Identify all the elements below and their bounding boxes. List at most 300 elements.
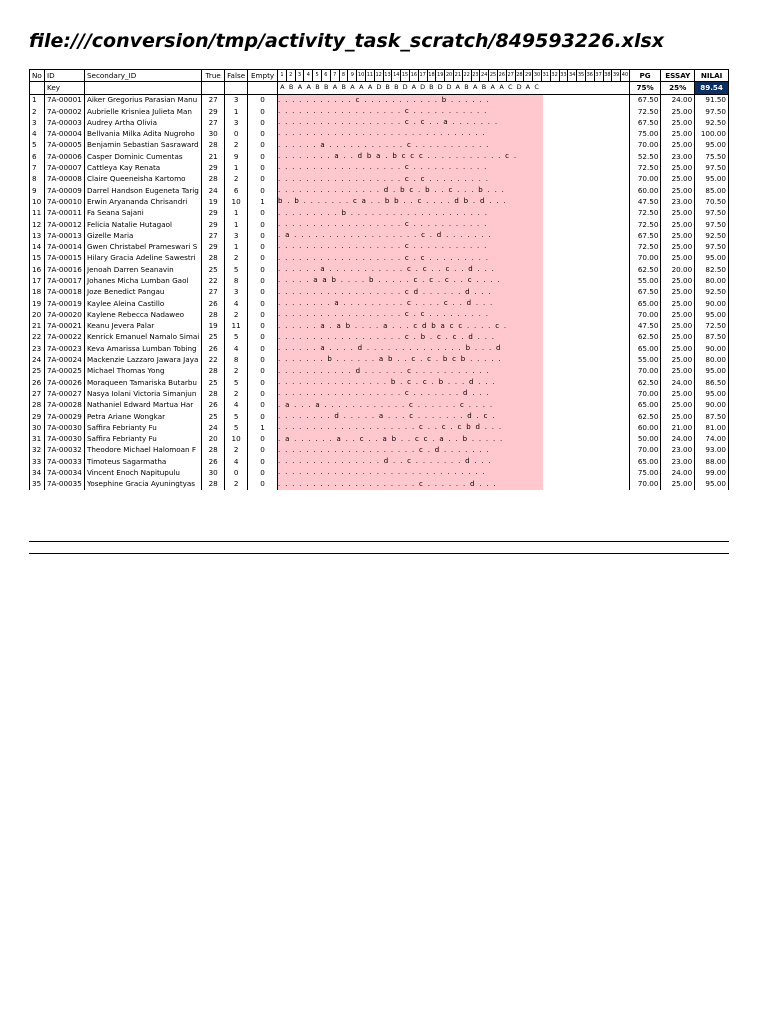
student-name: Kaylene Rebecca Nadaweo (84, 309, 201, 320)
question-number: 12 (374, 70, 383, 81)
essay-score: 25.00 (661, 106, 695, 117)
essay-score: 25.00 (661, 321, 695, 332)
student-id: 7A-00013 (44, 230, 84, 241)
table-row[interactable] (30, 208, 729, 219)
true-count: 28 (202, 388, 225, 399)
nilai-score: 97.50 (695, 219, 729, 230)
question-number: 20 (444, 70, 453, 81)
answer-cells: . . . . . . . . . . . . . . . . b . c . c . b . . . d . . . (278, 377, 543, 388)
true-count: 25 (202, 264, 225, 275)
nilai-score: 95.00 (695, 140, 729, 151)
table-row[interactable] (30, 185, 729, 196)
false-count: 3 (225, 287, 248, 298)
col-false-header: False (225, 70, 248, 82)
false-count: 6 (225, 185, 248, 196)
false-count: 2 (225, 140, 248, 151)
student-id: 7A-00008 (44, 174, 84, 185)
pg-score: 70.00 (629, 366, 661, 377)
footer-line-1 (29, 541, 729, 542)
false-count: 1 (225, 106, 248, 117)
student-id: 7A-00004 (44, 128, 84, 139)
row-number: 29 (30, 411, 45, 422)
question-number: 33 (559, 70, 568, 81)
row-number: 15 (30, 253, 45, 264)
question-number: 3 (295, 70, 304, 81)
row-number: 12 (30, 219, 45, 230)
key-answer: A (455, 83, 460, 92)
answer-cells: . . . . . . . . a . . . . . . . . . c . . . . c . . d . . . (278, 298, 543, 309)
false-count: 4 (225, 343, 248, 354)
pg-score: 62.50 (629, 332, 661, 343)
table-row[interactable] (30, 309, 729, 320)
student-id: 7A-00017 (44, 275, 84, 286)
nilai-score: 80.00 (695, 275, 729, 286)
student-id: 7A-00006 (44, 151, 84, 162)
question-number: 9 (347, 70, 356, 81)
essay-score: 25.00 (661, 219, 695, 230)
key-answer: A (280, 83, 285, 92)
false-count: 1 (225, 162, 248, 173)
key-answer: A (350, 83, 355, 92)
essay-score: 25.00 (661, 411, 695, 422)
nilai-score: 81.00 (695, 422, 729, 433)
key-label: Key (44, 82, 84, 94)
table-row[interactable] (30, 241, 729, 252)
student-id: 7A-00018 (44, 287, 84, 298)
student-answers (278, 264, 630, 275)
row-number: 32 (30, 445, 45, 456)
answer-cells: . . . . . . a . . . . d . . . . . . . . . . . . . . b . . . d (278, 343, 543, 354)
empty-count: 0 (248, 241, 278, 252)
false-count: 1 (225, 219, 248, 230)
nilai-score: 95.00 (695, 479, 729, 490)
student-id: 7A-00010 (44, 196, 84, 207)
table-row[interactable] (30, 422, 729, 433)
table-row[interactable] (30, 264, 729, 275)
row-number: 22 (30, 332, 45, 343)
key-answer: B (341, 83, 346, 92)
true-count: 28 (202, 140, 225, 151)
answer-cells: . . . . . . . . . . . . . . . d . . c . . . . . . . d . . . (278, 456, 543, 467)
table-row[interactable] (30, 445, 729, 456)
question-number: 34 (567, 70, 576, 81)
question-number: 25 (488, 70, 497, 81)
student-name: Nathaniel Edward Martua Har (84, 400, 201, 411)
key-answer: B (288, 83, 294, 92)
false-count: 5 (225, 411, 248, 422)
empty-count: 0 (248, 253, 278, 264)
essay-score: 25.00 (661, 208, 695, 219)
pg-score: 70.00 (629, 309, 661, 320)
essay-score: 24.00 (661, 94, 695, 106)
empty-count: 0 (248, 219, 278, 230)
nilai-score: 85.00 (695, 185, 729, 196)
nilai-score: 95.00 (695, 174, 729, 185)
empty-count: 0 (248, 321, 278, 332)
essay-score: 24.00 (661, 467, 695, 478)
answer-cells: . . . . . . . b . . . . . . a b . . c . c . b c b . . . . . (278, 354, 543, 365)
table-row[interactable] (30, 366, 729, 377)
table-row[interactable] (30, 162, 729, 173)
score-sheet (29, 69, 729, 490)
pg-score: 72.50 (629, 106, 661, 117)
nilai-score: 93.00 (695, 445, 729, 456)
pg-score: 65.00 (629, 456, 661, 467)
key-answer: A (359, 83, 364, 92)
false-count: 8 (225, 354, 248, 365)
table-row[interactable] (30, 479, 729, 490)
true-count: 28 (202, 366, 225, 377)
student-id: 7A-00027 (44, 388, 84, 399)
table-row[interactable] (30, 287, 729, 298)
answer-cells: . . . . . . . . . . . . . . . d . b c . b . . c . . . b . . . (278, 185, 543, 196)
pg-score: 70.00 (629, 479, 661, 490)
false-count: 5 (225, 264, 248, 275)
false-count: 5 (225, 332, 248, 343)
essay-score: 25.00 (661, 117, 695, 128)
question-number: 31 (541, 70, 550, 81)
essay-score: 25.00 (661, 275, 695, 286)
table-row[interactable] (30, 456, 729, 467)
false-count: 5 (225, 422, 248, 433)
row-number: 23 (30, 343, 45, 354)
essay-score: 25.00 (661, 185, 695, 196)
nilai-score: 100.00 (695, 128, 729, 139)
empty-count: 0 (248, 162, 278, 173)
question-number: 15 (400, 70, 409, 81)
essay-score: 25.00 (661, 479, 695, 490)
student-name: Keanu Jevera Palar (84, 321, 201, 332)
question-number: 13 (383, 70, 392, 81)
true-count: 29 (202, 219, 225, 230)
student-name: Felicia Natalie Hutagaol (84, 219, 201, 230)
nilai-score: 92.50 (695, 287, 729, 298)
student-answers (278, 106, 630, 117)
student-id: 7A-00019 (44, 298, 84, 309)
essay-score: 20.00 (661, 264, 695, 275)
empty-count: 0 (248, 117, 278, 128)
key-answer: D (446, 83, 452, 92)
student-name: Hilary Gracia Adeline Sawestri (84, 253, 201, 264)
table-row[interactable] (30, 151, 729, 162)
empty-count: 0 (248, 343, 278, 354)
key-row (30, 82, 729, 94)
nilai-score: 74.00 (695, 434, 729, 445)
table-row[interactable] (30, 332, 729, 343)
table-row[interactable] (30, 275, 729, 286)
table-row[interactable] (30, 377, 729, 388)
essay-score: 25.00 (661, 241, 695, 252)
question-number: 6 (321, 70, 330, 81)
student-name: Aubrielle Krisniea Julieta Man (84, 106, 201, 117)
pg-score: 55.00 (629, 354, 661, 365)
false-count: 8 (225, 275, 248, 286)
table-row[interactable] (30, 117, 729, 128)
false-count: 5 (225, 377, 248, 388)
pg-score: 70.00 (629, 140, 661, 151)
row-number: 17 (30, 275, 45, 286)
question-number: 28 (515, 70, 524, 81)
question-number: 23 (471, 70, 480, 81)
key-answer: A (306, 83, 311, 92)
student-name: Vincent Enoch Napitupulu (84, 467, 201, 478)
row-number: 25 (30, 366, 45, 377)
table-row[interactable] (30, 94, 729, 106)
empty-count: 0 (248, 377, 278, 388)
student-name: Cattleya Kay Renata (84, 162, 201, 173)
essay-score: 25.00 (661, 400, 695, 411)
table-row[interactable] (30, 174, 729, 185)
true-count: 25 (202, 377, 225, 388)
answer-cells: . . . . . . . . . . . . . . . . . . c d . . . . . . d . . . (278, 287, 543, 298)
row-number: 8 (30, 174, 45, 185)
empty-count: 0 (248, 354, 278, 365)
question-numbers (278, 70, 630, 82)
true-count: 25 (202, 332, 225, 343)
student-id: 7A-00020 (44, 309, 84, 320)
answer-cells: . . . . . . . . . . . . . . . . . . c . . . . . . . . . . . (278, 162, 543, 173)
student-name: Benjamin Sebastian Sasraward (84, 140, 201, 151)
false-count: 1 (225, 208, 248, 219)
student-name: Petra Ariane Wongkar (84, 411, 201, 422)
col-true-header: True (202, 70, 225, 82)
nilai-score: 80.00 (695, 354, 729, 365)
nilai-score: 95.00 (695, 366, 729, 377)
answer-cells: . . . . . . . . . . . . . . . . . . c . . . . . . . d . . . (278, 388, 543, 399)
student-answers (278, 366, 630, 377)
table-row[interactable] (30, 230, 729, 241)
pg-score: 72.50 (629, 208, 661, 219)
student-answers (278, 445, 630, 456)
student-name: Darrel Handson Eugeneta Tarig (84, 185, 201, 196)
table-row[interactable] (30, 321, 729, 332)
essay-score: 25.00 (661, 230, 695, 241)
pg-score: 75.00 (629, 467, 661, 478)
essay-score: 25.00 (661, 253, 695, 264)
false-count: 2 (225, 253, 248, 264)
essay-score: 25.00 (661, 354, 695, 365)
true-count: 21 (202, 151, 225, 162)
pg-score: 70.00 (629, 174, 661, 185)
true-count: 27 (202, 287, 225, 298)
student-name: Aiker Gregorius Parasian Manu (84, 94, 201, 106)
student-name: Claire Queeneisha Kartomo (84, 174, 201, 185)
true-count: 26 (202, 456, 225, 467)
table-row[interactable] (30, 354, 729, 365)
pg-score: 65.00 (629, 343, 661, 354)
empty-count: 0 (248, 366, 278, 377)
answer-cells: . . . . . . . . . . . . . . . . . . c . c . . . . . . . . . (278, 174, 543, 185)
key-answer: B (429, 83, 434, 92)
true-count: 25 (202, 411, 225, 422)
student-name: Nasya Iolani Victoria Simanjun (84, 388, 201, 399)
essay-score: 24.00 (661, 377, 695, 388)
answer-cells: . . . . . . . . . . . . . . . . . . . . c . . c . c b d . . . (278, 422, 543, 433)
student-id: 7A-00029 (44, 411, 84, 422)
student-answers (278, 343, 630, 354)
true-count: 28 (202, 174, 225, 185)
row-number: 14 (30, 241, 45, 252)
table-row[interactable] (30, 253, 729, 264)
pg-score: 60.00 (629, 422, 661, 433)
table-row[interactable] (30, 467, 729, 478)
empty-count: 0 (248, 106, 278, 117)
answer-cells: . . . . . . . . . . . . . . . . . . c . . . . . . . . . . . (278, 106, 543, 117)
question-number: 17 (418, 70, 427, 81)
empty-count: 0 (248, 151, 278, 162)
nilai-score: 97.50 (695, 106, 729, 117)
student-name: Gwen Christabel Prameswari S (84, 241, 201, 252)
pg-score: 62.50 (629, 411, 661, 422)
student-answers (278, 422, 630, 433)
row-number: 30 (30, 422, 45, 433)
student-id: 7A-00021 (44, 321, 84, 332)
nilai-score: 91.50 (695, 94, 729, 106)
student-id: 7A-00007 (44, 162, 84, 173)
empty-count: 0 (248, 208, 278, 219)
pg-score: 52.50 (629, 151, 661, 162)
empty-count: 0 (248, 479, 278, 490)
pg-score: 72.50 (629, 162, 661, 173)
key-answer: C (534, 83, 539, 92)
student-name: Theodore Michael Halomoan F (84, 445, 201, 456)
answer-cells: . . . . . . . . . . . c . . . . . . . . . . . b . . . . . . (278, 95, 543, 106)
true-count: 24 (202, 422, 225, 433)
table-row[interactable] (30, 140, 729, 151)
answer-cells: . . . . . . . . . . . . . . . . . . c . . . . . . . . . . . (278, 241, 543, 252)
key-answer: A (490, 83, 495, 92)
pg-score: 72.50 (629, 219, 661, 230)
table-row[interactable] (30, 343, 729, 354)
student-answers (278, 298, 630, 309)
table-row[interactable] (30, 128, 729, 139)
table-row[interactable] (30, 219, 729, 230)
student-name: Keva Amarissa Lumban Tobing (84, 343, 201, 354)
student-answers (278, 321, 630, 332)
student-id: 7A-00030 (44, 434, 84, 445)
score-table (29, 69, 729, 490)
nilai-score: 82.50 (695, 264, 729, 275)
student-answers (278, 400, 630, 411)
student-answers (278, 185, 630, 196)
question-number: 14 (391, 70, 400, 81)
false-count: 3 (225, 117, 248, 128)
pg-score: 72.50 (629, 241, 661, 252)
answer-cells: . . . . . . . . . . . . . . . . . . c . c . . . . . . . . . (278, 309, 543, 320)
key-answer: D (376, 83, 382, 92)
table-row[interactable] (30, 388, 729, 399)
table-row[interactable] (30, 411, 729, 422)
key-answer: A (297, 83, 303, 92)
key-answer: A (367, 83, 373, 92)
question-number: 4 (303, 70, 312, 81)
answer-cells: . a . . . a . . . . . . . . . . . . c . . . . . . c . . . . (278, 400, 543, 411)
question-number: 27 (506, 70, 515, 81)
question-number: 19 (435, 70, 444, 81)
false-count: 4 (225, 456, 248, 467)
essay-score: 25.00 (661, 309, 695, 320)
nilai-score: 87.50 (695, 411, 729, 422)
true-count: 29 (202, 106, 225, 117)
question-number: 37 (594, 70, 603, 81)
nilai-score: 95.00 (695, 388, 729, 399)
row-number: 10 (30, 196, 45, 207)
pg-score: 50.00 (629, 434, 661, 445)
answer-cells: . a . . . . . . a . . c . . a b . . c c . a . . b . . . . . (278, 434, 543, 445)
false-count: 2 (225, 388, 248, 399)
true-count: 20 (202, 434, 225, 445)
table-row[interactable] (30, 298, 729, 309)
student-name: Moraqueen Tamariska Butarbu (84, 377, 201, 388)
question-number: 32 (550, 70, 559, 81)
essay-score: 25.00 (661, 366, 695, 377)
student-id: 7A-00023 (44, 343, 84, 354)
pg-score: 62.50 (629, 377, 661, 388)
student-answers (278, 128, 630, 139)
true-count: 28 (202, 309, 225, 320)
nilai-score: 75.50 (695, 151, 729, 162)
file-path-title: file:///conversion/tmp/activity_task_scratch/849593226.xlsx (29, 30, 665, 52)
answer-cells: . . . . . . . . . . . . . . . . . . . . . . . . . . . . . . (278, 128, 543, 139)
key-answer: A (525, 83, 531, 92)
false-count: 11 (225, 321, 248, 332)
question-number: 5 (312, 70, 321, 81)
question-number: 11 (365, 70, 374, 81)
table-row[interactable] (30, 400, 729, 411)
nilai-score: 90.00 (695, 343, 729, 354)
false-count: 3 (225, 230, 248, 241)
student-id: 7A-00033 (44, 456, 84, 467)
table-row[interactable] (30, 434, 729, 445)
student-name: Fa Seana Sajani (84, 208, 201, 219)
student-name: Bellvania Milka Adita Nugroho (84, 128, 201, 139)
false-count: 9 (225, 151, 248, 162)
answer-cells: . . . . . a a b . . . . b . . . . . c . c . c . . c . . . . (278, 275, 543, 286)
essay-score: 25.00 (661, 343, 695, 354)
student-name: Jenoah Darren Seanavin (84, 264, 201, 275)
table-row[interactable] (30, 106, 729, 117)
question-number: 38 (603, 70, 612, 81)
student-id: 7A-00022 (44, 332, 84, 343)
student-answers (278, 309, 630, 320)
nilai-score: 70.50 (695, 196, 729, 207)
student-answers (278, 479, 630, 490)
essay-score: 23.00 (661, 456, 695, 467)
question-number: 29 (523, 70, 532, 81)
empty-count: 0 (248, 388, 278, 399)
student-answers (278, 162, 630, 173)
true-count: 19 (202, 196, 225, 207)
answer-cells: . . . . . . . . . . . . . . . . . . . . c . . . . . . d . . . (278, 479, 543, 490)
empty-count: 0 (248, 264, 278, 275)
student-answers (278, 219, 630, 230)
nilai-score: 90.00 (695, 298, 729, 309)
student-answers (278, 174, 630, 185)
question-number: 1 (280, 72, 284, 78)
essay-score: 23.00 (661, 196, 695, 207)
key-answer: D (402, 83, 408, 92)
false-count: 2 (225, 445, 248, 456)
key-answer: C (508, 83, 513, 92)
student-name: Saffira Febrianty Fu (84, 434, 201, 445)
true-count: 28 (202, 445, 225, 456)
pg-score: 47.50 (629, 196, 661, 207)
empty-count: 0 (248, 287, 278, 298)
nilai-score: 97.50 (695, 208, 729, 219)
key-answer: D (437, 83, 443, 92)
nilai-score: 88.00 (695, 456, 729, 467)
table-row[interactable] (30, 196, 729, 207)
